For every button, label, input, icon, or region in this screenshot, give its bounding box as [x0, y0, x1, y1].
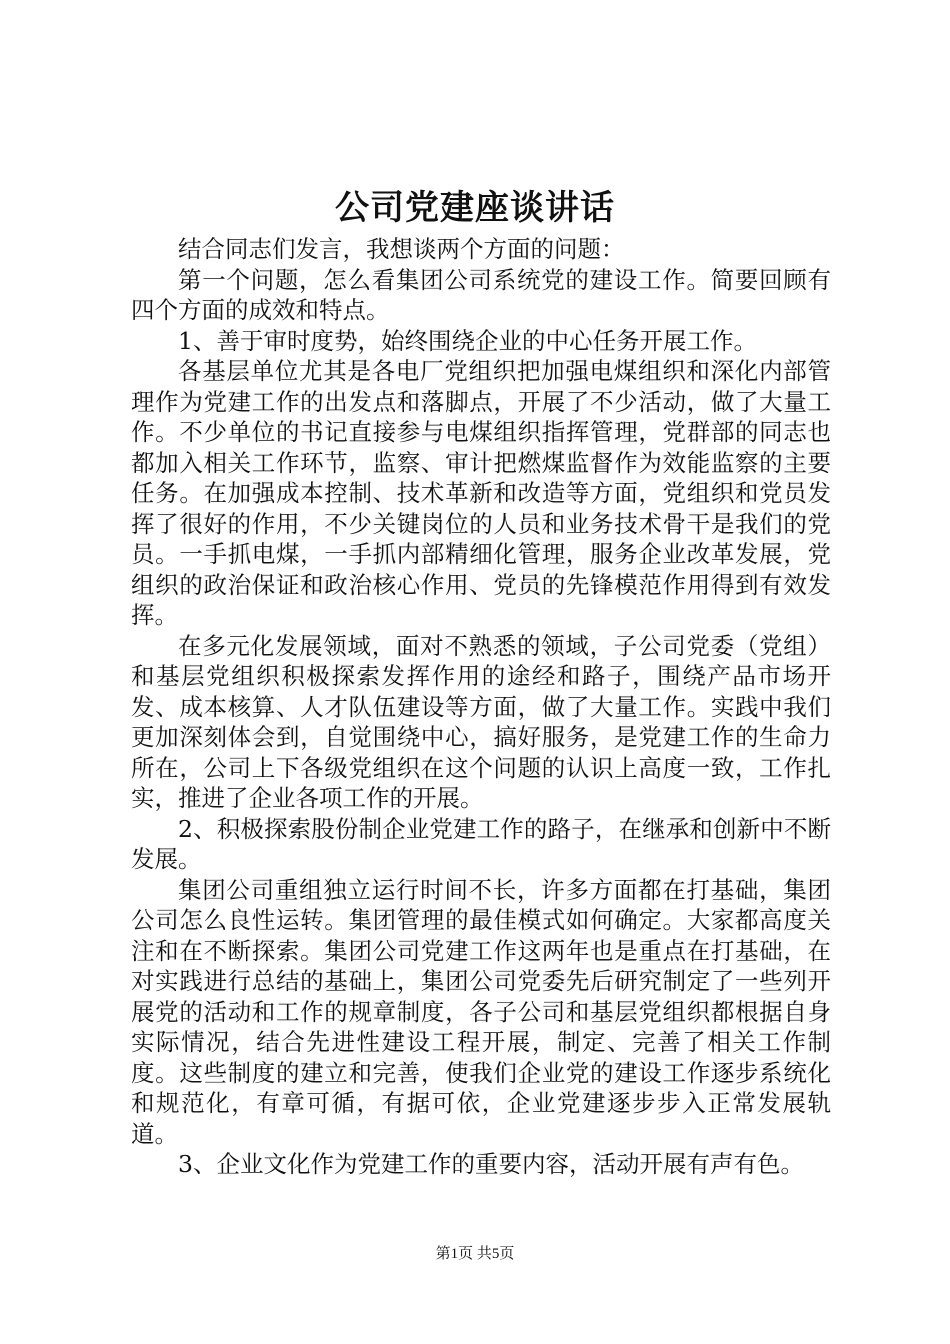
paragraph: 3、企业文化作为党建工作的重要内容，活动开展有声有色。 [178, 1150, 804, 1178]
page-footer: 第1页 共5页 [435, 1246, 515, 1262]
paragraph: 2、积极探索股份制企业党建工作的路子，在继承和创新中不断发展。 [131, 814, 831, 873]
document-body [131, 234, 831, 1180]
paragraph: 第一个问题，怎么看集团公司系统党的建设工作。简要回顾有四个方面的成效和特点。 [131, 265, 831, 324]
paragraph: 1、善于审时度势，始终围绕企业的中心任务开展工作。 [178, 326, 757, 355]
paragraph: 各基层单位尤其是各电厂党组织把加强电煤组织和深化内部管理作为党建工作的出发点和落脚点，开展了不少活动，做了大量工作。不少单位的书记直接参与电煤组织指挥管理，党群部的同志也都加入相关工作环节，监察、审计把燃煤监督作为效能监察的主要任务。在加强成本控制、技术革新和改造等方面，党组织和党员发挥了很好的作用，不少关键岗位的人员和业务技术骨干是我们的党员。一手抓电煤，一手抓内部精细化管理，服务企业改革发展，党组织的政治保证和政治核心作用、党员的先锋模范作用得到有效发挥。 [131, 357, 831, 629]
paragraph: 结合同志们发言，我想谈两个方面的问题： [178, 235, 625, 263]
paragraph: 集团公司重组独立运行时间不长，许多方面都在打基础，集团公司怎么良性运转。集团管理的最佳模式如何确定。大家都高度关注和在不断探索。集团公司党建工作这两年也是重点在打基础，在对实践进行总结的基础上，集团公司党委先后研究制定了一些列开展党的活动和工作的规章制度，各子公司和基层党组织都根据自身实际情况，结合先进性建设工程开展，制定、完善了相关工作制度。这些制度的建立和完善，使我们企业党的建设工作逐步系统化和规范化，有章可循，有据可依，企业党建逐步步入正常发展轨道。 [131, 875, 831, 1148]
document-title: 公司党建座谈讲话 [335, 188, 615, 228]
paragraph: 在多元化发展领域，面对不熟悉的领域，子公司党委（党组）和基层党组织积极探索发挥作用的途经和路子，围绕产品市场开发、成本核算、人才队伍建设等方面，做了大量工作。实践中我们更加深刻体会到，自觉围绕中心，搞好服务，是党建工作的生命力所在，公司上下各级党组织在这个问题的认识上高度一致，工作扎实，推进了企业各项工作的开展。 [131, 631, 831, 812]
